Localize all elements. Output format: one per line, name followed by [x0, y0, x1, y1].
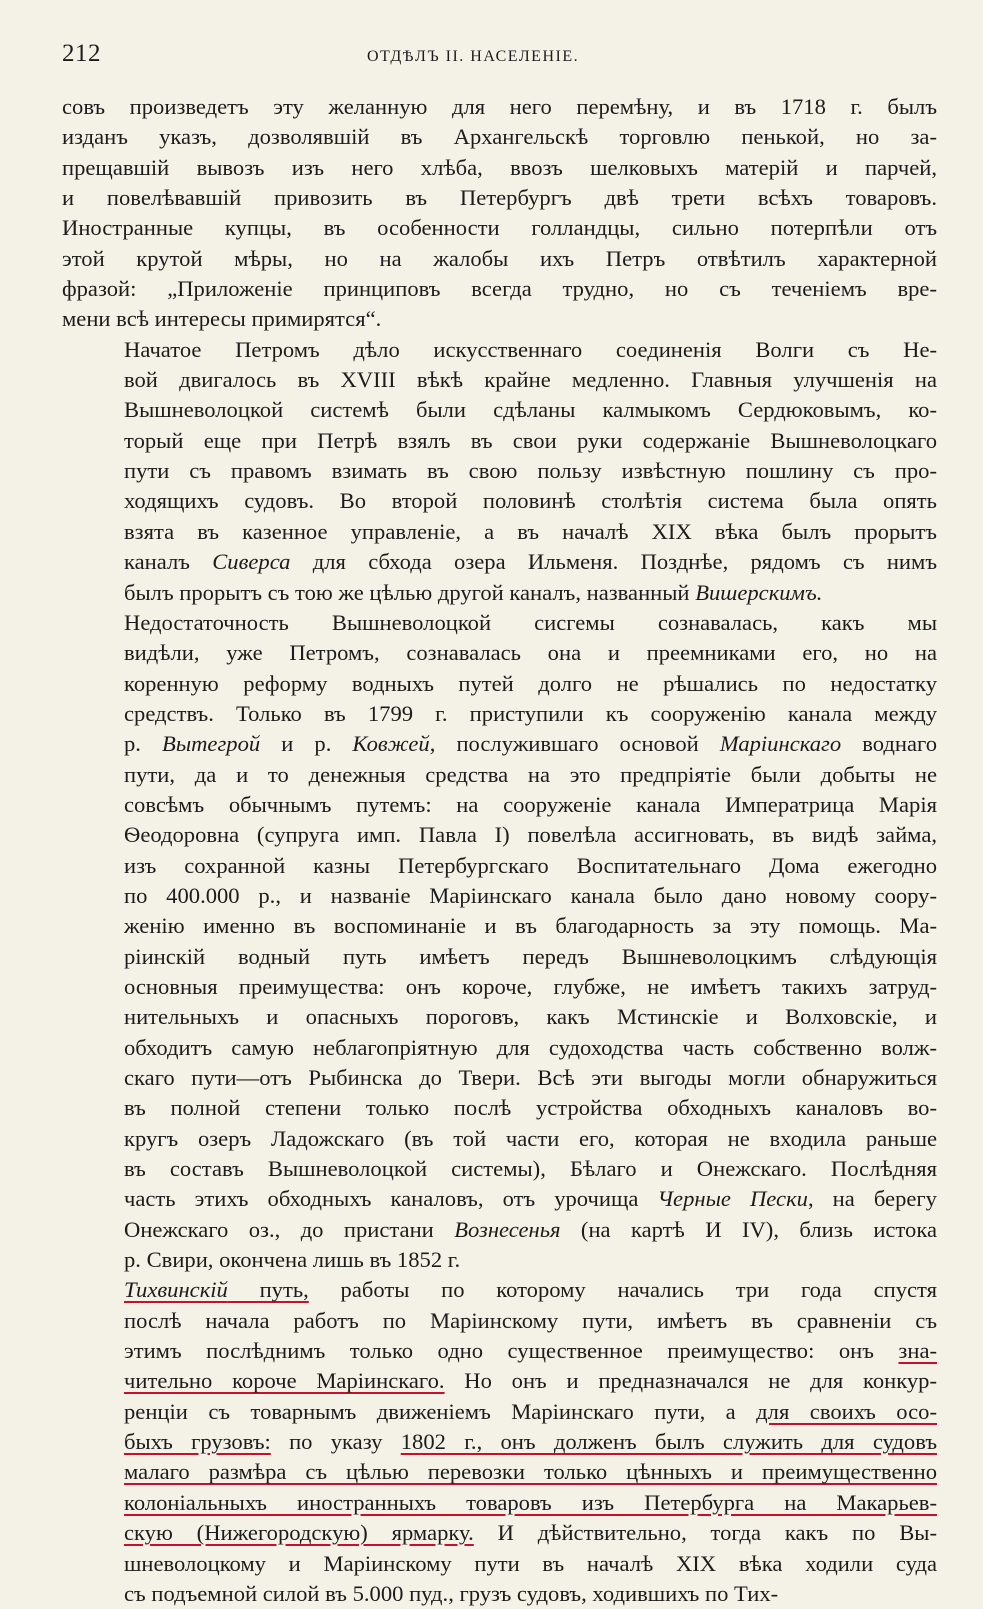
text-line: [62, 729, 937, 759]
italic-text: Маріинскаго: [719, 731, 842, 757]
text-run: Вышневолоцкой системѣ были сдѣланы калмыкомъ Сердюковымъ, ко-: [124, 397, 937, 423]
text-line: [62, 456, 937, 486]
text-run: по указу: [270, 1429, 401, 1455]
italic-text: Вознесенья: [454, 1216, 561, 1242]
italic-text: Вишерскимъ.: [695, 579, 823, 605]
underlined-text: Тихвинскій: [124, 1277, 228, 1303]
page-header: [62, 40, 937, 92]
text-run: работы по которому начались три года спустя: [308, 1277, 937, 1303]
text-run: кругъ озеръ Ладожскаго (въ той части его, которая не входила раньше: [124, 1125, 937, 1151]
text-run: по 400.000 р., и названіе Маріинскаго канала было дано новому соору-: [124, 882, 937, 908]
text-run: фразой: „Приложеніе принциповъ всегда трудно, но съ теченіемъ вре-: [62, 276, 937, 302]
text-run: женію именно въ воспоминаніе и въ благодарность за эту помощь. Ма-: [124, 913, 937, 939]
text-line: [62, 244, 937, 274]
text-line: [62, 578, 937, 608]
text-run: и повелѣвавшій привозить въ Петербургъ двѣ трети всѣхъ товаровъ.: [62, 185, 937, 211]
text-run: , на берегу: [807, 1186, 937, 1212]
text-run: часть этихъ обходныхъ каналовъ, отъ урочища: [124, 1186, 658, 1212]
text-run: вой двигалось въ XVIII вѣкѣ крайне медленно. Главныя улучшенія на: [124, 367, 937, 393]
text-line: [62, 1275, 937, 1305]
text-line: [62, 911, 937, 941]
text-run: видѣли, уже Петромъ, сознавалась она и преемниками его, но на: [124, 640, 937, 666]
page-number: 212: [62, 40, 101, 67]
underlined-text: 1802 г., онъ долженъ былъ служить для судовъ: [400, 1429, 937, 1455]
text-line: [62, 972, 937, 1002]
text-line: [62, 1063, 937, 1093]
text-line: [62, 1518, 937, 1548]
text-run: ріинскій водный путь имѣетъ передъ Вышневолоцкимъ слѣдующія: [124, 943, 937, 969]
text-line: [62, 942, 937, 972]
text-run: И дѣйствительно, тогда какъ по Вы-: [473, 1520, 937, 1546]
text-run: этой крутой мѣры, но на жалобы ихъ Петръ отвѣтилъ характерной: [62, 245, 937, 271]
text-line: [62, 608, 937, 638]
text-run: мени всѣ интересы примирятся“.: [62, 306, 382, 332]
text-line: [62, 1002, 937, 1032]
text-line: [62, 304, 937, 334]
underlined-text: быхъ грузовъ:: [124, 1429, 271, 1455]
text-run: Онежскаго оз., до пристани: [124, 1216, 455, 1242]
text-line: [62, 851, 937, 881]
text-run: ренціи съ товарнымъ движеніемъ Маріинскаго пути, а: [124, 1398, 757, 1424]
underlined-text: для своихъ осо-: [756, 1398, 938, 1424]
running-title: ОТДѢЛЪ II. НАСЕЛЕНІЕ.: [367, 48, 580, 65]
text-line: [62, 153, 937, 183]
text-run: нительныхъ и опасныхъ пороговъ, какъ Мстинскіе и Волховскіе, и: [124, 1004, 937, 1030]
text-line: [62, 790, 937, 820]
text-line: [62, 547, 937, 577]
text-line: [62, 1124, 937, 1154]
text-line: [62, 1457, 937, 1487]
text-line: [62, 1427, 937, 1457]
text-line: [62, 1033, 937, 1063]
text-run: обходитъ самую неблагопріятную для судоходства часть собственно волж-: [124, 1034, 937, 1060]
text-run: взята въ казенное управленіе, а въ началѣ XIX вѣка былъ прорытъ: [124, 518, 937, 544]
text-line: [62, 820, 937, 850]
text-run: торый еще при Петрѣ взялъ въ свои руки содержаніе Вышневолоцкаго: [124, 427, 937, 453]
paragraph: [62, 92, 937, 335]
text-line: [62, 92, 937, 122]
text-run: Ѳеодоровна (супруга имп. Павла I) повелѣла ассигновать, въ видѣ займа,: [124, 822, 937, 848]
text-run: , послужившаго основой: [429, 731, 720, 757]
text-line: [62, 122, 937, 152]
italic-text: Черные Пески: [657, 1186, 808, 1212]
text-line: [62, 1397, 937, 1427]
text-line: [62, 183, 937, 213]
text-run: въ составъ Вышневолоцкой системы), Бѣлаго и Онежскаго. Послѣдняя: [124, 1156, 937, 1182]
text-run: съ подъемной силой въ 5.000 пуд., грузъ судовъ, ходившихъ по Тих-: [124, 1580, 779, 1606]
text-line: [62, 1336, 937, 1366]
text-line: [62, 1488, 937, 1518]
text-run: (на картѣ И IV), близь истока: [560, 1216, 937, 1242]
text-run: въ полной степени только послѣ устройства обходныхъ каналовъ во-: [124, 1095, 937, 1121]
text-run: изъ сохранной казны Петербургскаго Воспитательнаго Дома ежегодно: [124, 852, 937, 878]
text-line: [62, 486, 937, 516]
text-run: Иностранные купцы, въ особенности голландцы, сильно потерпѣли отъ: [62, 215, 937, 241]
text-line: [62, 669, 937, 699]
text-line: [62, 1215, 937, 1245]
text-run: совъ произведетъ эту желанную для него перемѣну, и въ 1718 г. былъ: [62, 94, 937, 119]
text-line: [62, 1549, 937, 1579]
text-run: ходящихъ судовъ. Во второй половинѣ столѣтія система была опять: [124, 488, 937, 514]
text-run: Но онъ и предназначался не для конкур-: [444, 1368, 937, 1394]
text-line: [62, 1306, 937, 1336]
text-run: шневолоцкому и Маріинскому пути въ началѣ XIX вѣка ходили суда: [124, 1550, 937, 1576]
text-line: [62, 335, 937, 365]
italic-text: Сиверса: [212, 549, 291, 575]
text-run: коренную реформу водныхъ путей долго не рѣшались по недостатку: [124, 670, 937, 696]
text-line: [62, 517, 937, 547]
text-line: [62, 1093, 937, 1123]
text-run: Начатое Петромъ дѣло искусственнаго соединенія Волги съ Не-: [124, 336, 937, 362]
italic-text: Вытегрой: [162, 731, 261, 757]
text-run: воднаго: [841, 731, 937, 757]
text-run: скаго пути—отъ Рыбинска до Твери. Всѣ эти выгоды могли обнаружиться: [124, 1065, 937, 1090]
text-line: [62, 881, 937, 911]
text-line: [62, 426, 937, 456]
text-run: каналъ: [124, 549, 213, 575]
text-run: Недостаточность Вышневолоцкой сисгемы сознавалась, какъ мы: [124, 609, 937, 635]
text-line: [62, 365, 937, 395]
text-run: средствъ. Только въ 1799 г. приступили къ сооруженію канала между: [124, 700, 937, 726]
text-run: былъ прорытъ съ тою же цѣлью другой каналъ, названный: [124, 579, 696, 605]
text-line: [62, 395, 937, 425]
text-run: для сбхода озера Ильменя. Позднѣе, рядомъ съ нимъ: [290, 549, 937, 575]
underlined-text: зна-: [898, 1338, 937, 1364]
text-run: пути съ правомъ взимать въ свою пользу извѣстную пошлину съ про-: [124, 458, 937, 484]
text-run: и р.: [260, 731, 353, 757]
text-run: р.: [124, 731, 163, 757]
text-run: изданъ указъ, дозволявшій въ Архангельскѣ торговлю пенькой, но за-: [62, 124, 937, 150]
text-run: пути, да и то денежныя средства на это предпріятіе были добыты не: [124, 761, 937, 787]
underlined-text: чительно короче Маріинскаго.: [124, 1368, 445, 1394]
text-line: [62, 760, 937, 790]
text-line: [62, 213, 937, 243]
text-line: [62, 638, 937, 668]
text-line: [62, 1245, 937, 1275]
text-line: [62, 1184, 937, 1214]
underlined-text: скую (Нижегородскую) ярмарку.: [124, 1520, 474, 1546]
text-line: [62, 274, 937, 304]
text-run: послѣ начала работъ по Маріинскому пути, имѣетъ въ сравненіи съ: [124, 1307, 937, 1333]
text-line: [62, 699, 937, 729]
text-run: прещавшій вывозъ изъ него хлѣба, ввозъ шелковыхъ матерій и парчей,: [62, 154, 937, 180]
text-run: основныя преимущества: онъ короче, глубже, не имѣетъ такихъ затруд-: [124, 973, 937, 999]
italic-text: Ковжей: [352, 731, 430, 757]
text-run: р. Свири, окончена лишь въ 1852 г.: [124, 1247, 461, 1273]
text-run: совсѣмъ обычнымъ путемъ: на сооруженіе канала Императрица Марія: [124, 791, 937, 817]
underlined-text: путь,: [227, 1277, 309, 1303]
paragraph: [62, 1275, 937, 1609]
text-line: [62, 1366, 937, 1396]
paragraph: [62, 335, 937, 608]
text-line: [62, 1579, 937, 1609]
text-line: [62, 1154, 937, 1184]
page-body: [62, 92, 937, 1609]
underlined-text: малаго размѣра съ цѣлью перевозки только цѣнныхъ и преимущественно: [124, 1459, 937, 1485]
paragraph: [62, 608, 937, 1276]
underlined-text: колоніальныхъ иностранныхъ товаровъ изъ Петербурга на Макарьев-: [124, 1489, 937, 1515]
text-run: этимъ послѣднимъ только одно существенное преимущество: онъ: [124, 1338, 899, 1364]
